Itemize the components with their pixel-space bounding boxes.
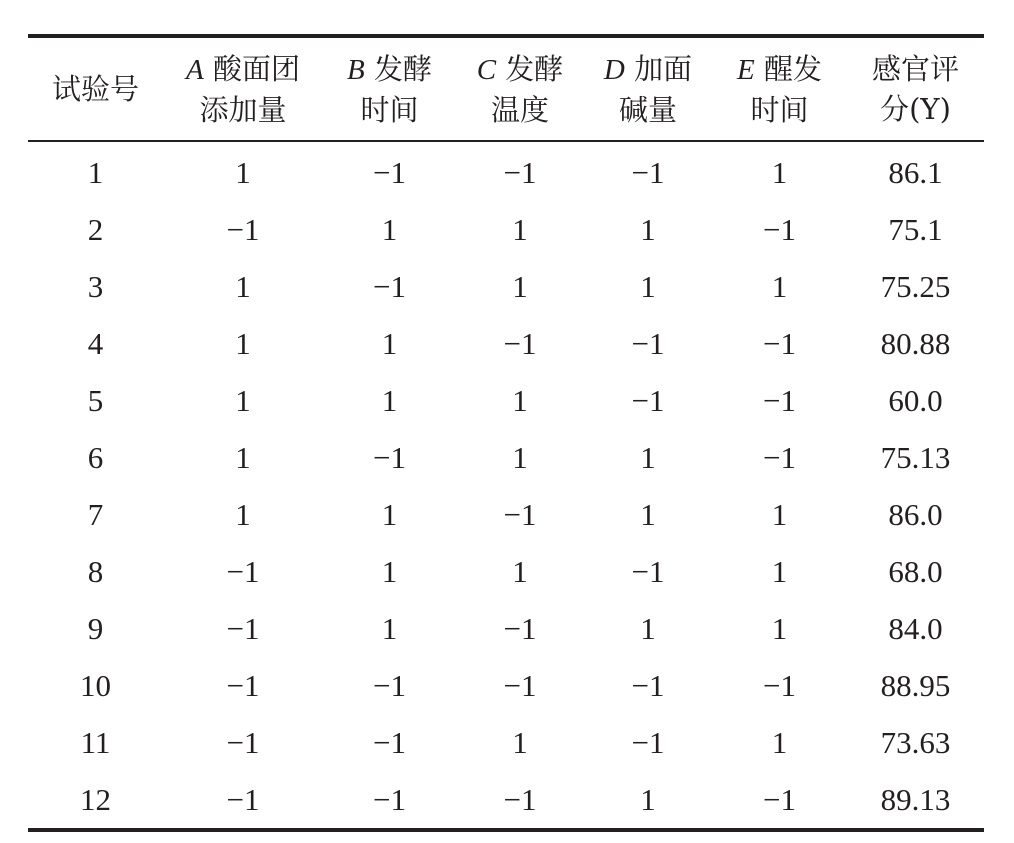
factor-b-cell: 1 <box>381 325 398 361</box>
factor-d-cell: 1 <box>640 496 656 532</box>
sensory-score-cell: 75.13 <box>880 439 951 475</box>
header-factor-b <box>323 36 456 141</box>
trial-number-cell: 7 <box>87 496 104 532</box>
sensory-score-cell: 84.0 <box>888 610 943 646</box>
trial-number-cell: 3 <box>87 268 104 304</box>
factor-d-cell: −1 <box>631 382 665 418</box>
factor-c-cell: 1 <box>512 211 528 247</box>
factor-b-cell: −1 <box>373 667 406 703</box>
factor-e-cell: 1 <box>771 154 788 190</box>
table-row <box>28 657 984 714</box>
header-sensory-score <box>847 36 984 141</box>
factor-c-cell: 1 <box>512 382 528 418</box>
factor-e-cell: 1 <box>771 553 788 589</box>
table-row <box>28 714 984 771</box>
factor-a-cell: 1 <box>235 268 251 304</box>
table-header <box>28 36 984 141</box>
header-label-text: 酸面团 <box>203 51 300 86</box>
header-label-text: 发酵 <box>364 51 432 86</box>
factor-e-cell: −1 <box>763 667 796 703</box>
table-row <box>28 258 984 315</box>
header-label-line2: 碱量 <box>618 92 677 127</box>
header-label <box>323 49 456 90</box>
factor-b-cell: 1 <box>381 610 398 646</box>
sensory-score-cell: 73.63 <box>880 724 951 760</box>
table-row <box>28 771 984 830</box>
table-row <box>28 429 984 486</box>
header-label: 感官评 <box>871 52 959 86</box>
header-label-line2: 时间 <box>750 92 809 127</box>
table-row <box>28 372 984 429</box>
sensory-score-cell: 86.0 <box>888 496 943 532</box>
factor-symbol: C <box>476 53 497 86</box>
header-factor-d <box>584 36 712 141</box>
header-label-text: 发酵 <box>496 51 564 86</box>
table-body <box>28 141 984 830</box>
header-factor-e <box>712 36 847 141</box>
sensory-score-cell: 75.1 <box>888 211 943 247</box>
table-row <box>28 543 984 600</box>
factor-a-cell: 1 <box>235 439 251 475</box>
factor-symbol: A <box>186 53 204 86</box>
factor-e-cell: −1 <box>763 781 796 817</box>
header-label-line2: 分(Y) <box>880 92 951 126</box>
factor-c-cell: −1 <box>503 610 537 646</box>
factor-b-cell: 1 <box>381 496 398 532</box>
trial-number-cell: 4 <box>87 325 104 361</box>
factor-b-cell: 1 <box>381 211 398 247</box>
factor-c-cell: 1 <box>512 553 528 589</box>
table-row <box>28 600 984 657</box>
factor-e-cell: 1 <box>771 268 788 304</box>
trial-number-cell: 5 <box>87 382 104 418</box>
header-label <box>712 49 847 90</box>
table-row <box>28 201 984 258</box>
factor-b-cell: −1 <box>373 268 406 304</box>
factor-b-cell: −1 <box>373 724 406 760</box>
factor-symbol: D <box>603 53 625 86</box>
header-label-text: 醒发 <box>754 51 822 86</box>
header-label <box>456 49 584 90</box>
factor-a-cell: −1 <box>226 211 260 247</box>
trial-number-cell: 11 <box>80 724 111 760</box>
factor-symbol: B <box>347 53 365 86</box>
factor-a-cell: −1 <box>226 610 260 646</box>
factor-e-cell: 1 <box>771 496 788 532</box>
factor-a-cell: 1 <box>235 382 251 418</box>
factor-a-cell: 1 <box>235 325 251 361</box>
trial-number-cell: 12 <box>80 781 111 817</box>
factor-e-cell: 1 <box>771 610 788 646</box>
factor-c-cell: −1 <box>503 667 537 703</box>
sensory-score-cell: 89.13 <box>880 781 951 817</box>
header-label-line2: 添加量 <box>199 92 287 127</box>
header-label-line2: 温度 <box>490 92 549 127</box>
trial-number-cell: 6 <box>87 439 104 475</box>
trial-number-cell: 8 <box>87 553 104 589</box>
factor-d-cell: 1 <box>640 439 656 475</box>
factor-c-cell: 1 <box>512 268 528 304</box>
factor-a-cell: 1 <box>235 496 251 532</box>
factor-a-cell: −1 <box>226 667 260 703</box>
factor-d-cell: −1 <box>631 325 665 361</box>
header-factor-c <box>456 36 584 141</box>
factor-d-cell: −1 <box>631 553 665 589</box>
factor-e-cell: 1 <box>771 724 788 760</box>
factor-c-cell: −1 <box>503 496 537 532</box>
sensory-score-cell: 60.0 <box>888 382 943 418</box>
sensory-score-cell: 88.95 <box>880 667 951 703</box>
sensory-score-cell: 68.0 <box>888 553 943 589</box>
factor-d-cell: −1 <box>631 724 665 760</box>
header-label <box>584 49 712 90</box>
factor-e-cell: −1 <box>763 211 796 247</box>
factor-symbol: E <box>737 53 755 86</box>
factor-c-cell: −1 <box>503 781 537 817</box>
header-label-line2: 时间 <box>360 92 419 127</box>
factor-e-cell: −1 <box>763 382 796 418</box>
trial-number-cell: 9 <box>87 610 104 646</box>
sensory-score-cell: 86.1 <box>888 154 943 190</box>
factor-c-cell: 1 <box>512 439 528 475</box>
factor-a-cell: 1 <box>235 154 251 190</box>
header-label-text: 加面 <box>624 51 693 86</box>
factor-d-cell: −1 <box>631 154 665 190</box>
factor-a-cell: −1 <box>226 553 260 589</box>
factor-c-cell: 1 <box>512 724 528 760</box>
factor-e-cell: −1 <box>763 325 796 361</box>
trial-number-cell: 10 <box>80 667 111 703</box>
factor-d-cell: 1 <box>640 781 656 817</box>
experiment-table-container <box>28 34 984 832</box>
trial-number-cell: 2 <box>87 211 104 247</box>
header-label: 试验号 <box>51 72 139 106</box>
experiment-design-table <box>28 34 984 832</box>
factor-d-cell: 1 <box>640 211 656 247</box>
factor-d-cell: −1 <box>631 667 665 703</box>
table-row <box>28 486 984 543</box>
factor-b-cell: −1 <box>373 439 406 475</box>
table-row <box>28 141 984 201</box>
header-factor-a <box>163 36 323 141</box>
factor-b-cell: 1 <box>381 382 398 418</box>
factor-a-cell: −1 <box>226 724 260 760</box>
factor-b-cell: −1 <box>373 154 406 190</box>
sensory-score-cell: 80.88 <box>880 325 951 361</box>
factor-e-cell: −1 <box>763 439 796 475</box>
factor-d-cell: 1 <box>640 610 656 646</box>
factor-a-cell: −1 <box>226 781 260 817</box>
sensory-score-cell: 75.25 <box>880 268 951 304</box>
header-trial-number <box>28 36 163 141</box>
table-row <box>28 315 984 372</box>
factor-b-cell: 1 <box>381 553 398 589</box>
header-row <box>28 36 984 141</box>
factor-c-cell: −1 <box>503 154 537 190</box>
factor-c-cell: −1 <box>503 325 537 361</box>
factor-d-cell: 1 <box>640 268 656 304</box>
trial-number-cell: 1 <box>87 154 104 190</box>
header-label <box>163 49 323 90</box>
factor-b-cell: −1 <box>373 781 406 817</box>
